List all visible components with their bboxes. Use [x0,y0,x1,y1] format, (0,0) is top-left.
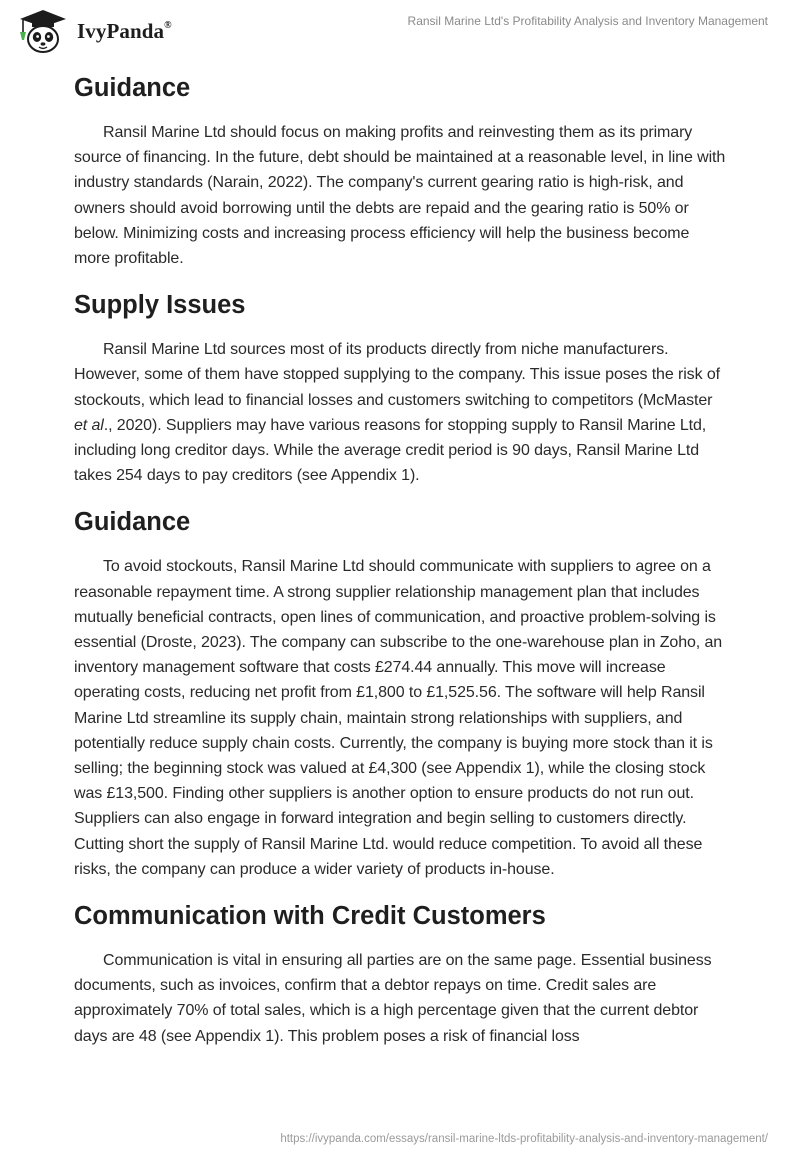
footer-url[interactable]: https://ivypanda.com/essays/ransil-marine-ltds-profitability-analysis-and-inventory-management/ [280,1133,768,1145]
section-paragraph: Ransil Marine Ltd should focus on making profits and reinvesting them as its primary source of financing. In the future, debt should be maintained at a reasonable level, in line with industry standards (Narain, 2022). The company's current gearing ratio is high-risk, and owners should avoid borrowing until the debts are repaid and the gearing ratio is 50% or below. Minimizing costs and increasing process efficiency will help the business become more profitable. [74,124,726,268]
panda-graduate-icon [14,8,72,54]
essay-body [74,68,728,1063]
section-paragraph: Communication is vital in ensuring all parties are on the same page. Essential business documents, such as invoices, confirm that a debtor repays on time. Credit sales are approximately 70% of total sales, which is a high percentage given that the current debtor days are 48 (see Appendix 1). This problem poses a risk of financial loss [74,952,712,1045]
section-paragraph: Ransil Marine Ltd sources most of its products directly from niche manufacturers. However, some of them have stopped supplying to the company. This issue poses the risk of stockouts, which lead to financial losses and customers switching to competitors (McMaster et al., 2020). Suppliers may have various reasons for stopping supply to Ransil Marine Ltd, including long creditor days. While the average credit period is 90 days, Ransil Marine Ltd takes 254 days to pay creditors (see Appendix 1). [74,341,720,485]
logo-text: IvyPanda® [77,18,172,43]
section-heading: Guidance [74,74,191,102]
section-guidance-1 [74,68,728,271]
section-guidance-2 [74,502,728,882]
section-heading: Guidance [74,508,191,537]
section-heading: Supply Issues [74,291,246,320]
section-communication-credit-customers [74,896,728,1049]
section-heading: Communication with Credit Customers [74,902,546,931]
logo[interactable] [14,8,172,54]
section-supply-issues [74,285,728,488]
document-title: Ransil Marine Ltd's Profitability Analysis and Inventory Management [407,14,768,28]
section-paragraph: To avoid stockouts, Ransil Marine Ltd should communicate with suppliers to agree on a reasonable repayment time. A strong supplier relationship management plan that includes mutually beneficial contracts, open lines of communication, and proactive problem-solving is essential (Droste, 2023). The company can subscribe to the one-warehouse plan in Zoho, an inventory management software that costs £274.44 annually. This move will increase operating costs, reducing net profit from £1,800 to £1,525.56. The software will help Ransil Marine Ltd streamline its supply chain, maintain strong relationships with suppliers, and potentially reduce supply chain costs. Currently, the company is buying more stock than it is selling; the beginning stock was valued at £4,300 (see Appendix 1), while the closing stock was £13,500. Finding other suppliers is another option to ensure products do not run out. Suppliers can also engage in forward integration and begin selling to customers directly. Cutting short the supply of Ransil Marine Ltd. would reduce competition. To avoid all these risks, the company can produce a wider variety of products in-house. [74,558,723,878]
page-header [0,0,800,60]
